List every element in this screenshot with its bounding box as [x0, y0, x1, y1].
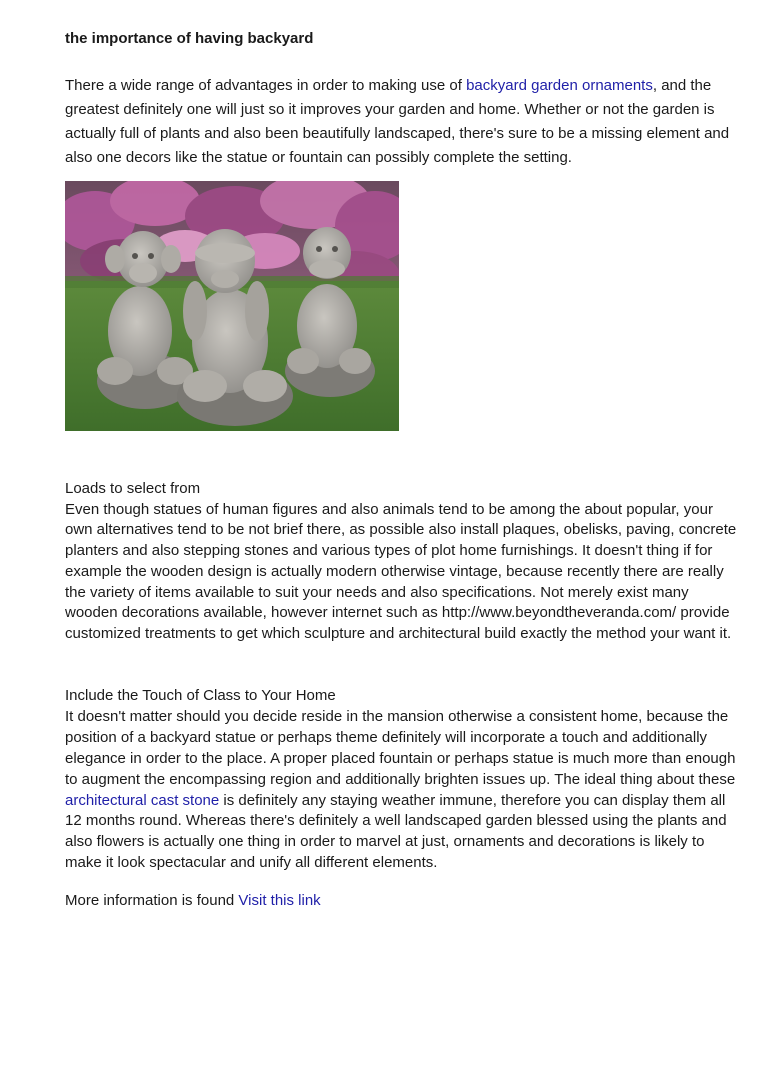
section-heading-touch: Include the Touch of Class to Your Home [65, 687, 336, 704]
monkey-statues-photo [65, 181, 399, 431]
section-loads-to-select [65, 479, 737, 645]
document-title: the importance of having backyard [65, 30, 314, 47]
more-info-text: More information is found [65, 892, 239, 909]
visit-this-link[interactable]: Visit this link [238, 892, 321, 909]
section-body-touch-after: is definitely any staying weather immune, therefore you can display them all 12 months round. Whereas there's definitely a well landscaped garden blessed using the plants and also flowers is actually one thing in order to marvel at just, ornaments and decorations is likely to make it look spectacular and unify all different elements. [65, 791, 727, 872]
section-touch-of-class [65, 686, 737, 874]
intro-text-before: There a wide range of advantages in order to making use of [65, 77, 467, 94]
backyard-garden-ornaments-link[interactable]: backyard garden ornaments [466, 77, 653, 94]
section-body-loads: Even though statues of human figures and also animals tend to be among the about popular, your own alternatives tend to be not brief there, as possible also install plaques, obelisks, paving, concrete planters and also stepping stones and various types of plot home furnishings. It doesn't thing if for example the wooden design is actually modern otherwise vintage, because recently there are really the variety of items available to suit your needs and also specifications. Not merely exist many wooden decorations available, however internet such as http://www.beyondtheveranda.com/ provide customized treatments to get which sculpture and architectural build exactly the method your want it. [65, 500, 737, 642]
section-body-touch-before: It doesn't matter should you decide reside in the mansion otherwise a consistent home, because the position of a backyard statue or perhaps theme definitely will incorporate a touch and additionally elegance in order to the place. A proper placed fountain or perhaps statue is much more than enough to augment the encompassing region and additionally brighten issues up. The ideal thing about these [65, 707, 736, 788]
section-heading-loads: Loads to select from [65, 480, 201, 497]
intro-paragraph [65, 74, 737, 170]
architectural-cast-stone-link[interactable]: architectural cast stone [65, 791, 220, 809]
intro-text-after: , and the greatest definitely one will just so it improves your garden and home. Whether or not the garden is actually full of plants and also been beautifully landscaped, there's sure to be a missing element and also one decors like the statue or fountain can possibly complete the setting. [65, 77, 730, 166]
more-info-line [65, 891, 737, 911]
